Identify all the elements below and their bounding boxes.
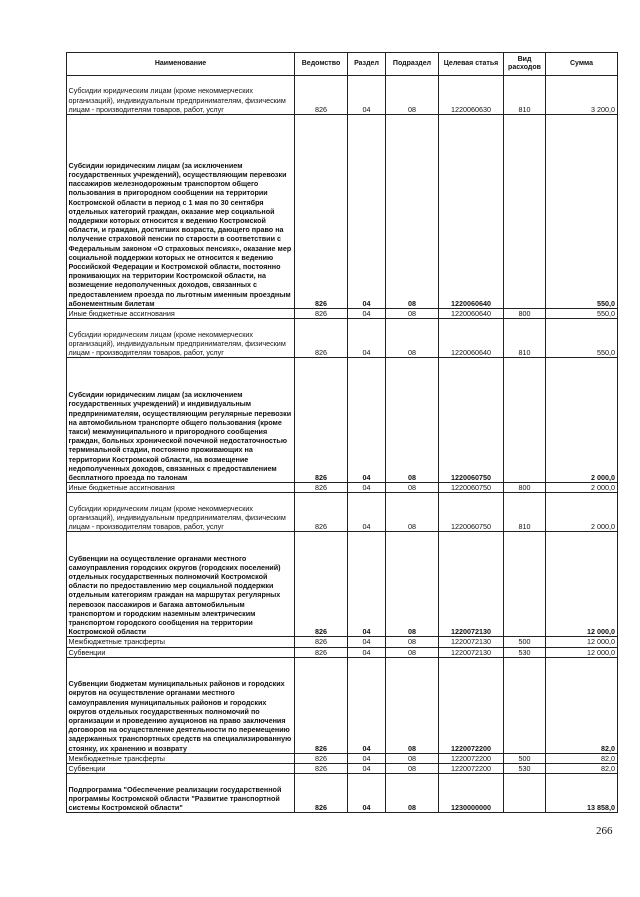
cell-statya: 1220072200 <box>439 657 504 753</box>
cell-razdel: 04 <box>348 532 386 637</box>
cell-statya: 1220072130 <box>439 647 504 657</box>
cell-podrazdel: 08 <box>386 115 439 309</box>
cell-vid <box>504 532 546 637</box>
cell-razdel: 04 <box>348 753 386 763</box>
header-vid: Вид расходов <box>504 53 546 76</box>
cell-razdel: 04 <box>348 483 386 493</box>
cell-vid <box>504 774 546 813</box>
cell-summa: 12 000,0 <box>546 647 618 657</box>
header-name: Наименование <box>67 53 295 76</box>
cell-statya: 1220072200 <box>439 753 504 763</box>
cell-vid: 810 <box>504 319 546 358</box>
cell-name: Субвенции <box>67 764 295 774</box>
cell-razdel: 04 <box>348 76 386 115</box>
budget-table <box>66 52 618 813</box>
cell-podrazdel: 08 <box>386 637 439 647</box>
cell-name: Субсидии юридическим лицам (кроме некоммерческих организаций), индивидуальным предпринимателям, физическим лицам - производителям товаров, работ, услуг <box>67 493 295 532</box>
table-row <box>67 532 618 637</box>
cell-summa: 550,0 <box>546 319 618 358</box>
cell-summa: 2 000,0 <box>546 358 618 483</box>
header-podrazdel: Подраздел <box>386 53 439 76</box>
cell-name: Субсидии юридическим лицам (за исключением государственных учреждений), осуществляющим перевозки пассажиров железнодорожным транспортом общего пользования в пригородном сообщении на территории Костромской области в период с 1 мая по 30 сентября отдельных категорий граждан, оказание мер социальной поддержки которых относится к ведению Костромской области, и граждан, достигших возраста, дающего право на получение страховой пенсии по старости в соответствии с Федеральным законом «О страховых пенсиях», оказание мер социальной поддержки которых не относится к ведению Российской Федерации и Костромской области, постоянно проживающих на территории Костромской области, на возмещение недополученных доходов, связанных с предоставлением проезда по льготным именным проездным абонементным билетам <box>67 115 295 309</box>
table-row <box>67 753 618 763</box>
table-row <box>67 637 618 647</box>
cell-statya: 1230000000 <box>439 774 504 813</box>
cell-name: Субсидии юридическим лицам (кроме некоммерческих организаций), индивидуальным предпринимателям, физическим лицам - производителям товаров, работ, услуг <box>67 319 295 358</box>
cell-podrazdel: 08 <box>386 309 439 319</box>
cell-name: Межбюджетные трансферты <box>67 637 295 647</box>
cell-statya: 1220060640 <box>439 309 504 319</box>
table-row <box>67 319 618 358</box>
table-row <box>67 76 618 115</box>
cell-vid: 810 <box>504 76 546 115</box>
header-summa: Сумма <box>546 53 618 76</box>
cell-name: Субвенции бюджетам муниципальных районов и городских округов на осуществление органами местного самоуправления муниципальных районов и городских округов отдельных государственных полномочий по организации и проведению аукционов на право заключения договоров на осуществление деятельности по перемещению задержанных транспортных средств на специализированную стоянку, их хранению и возврату <box>67 657 295 753</box>
cell-summa: 13 858,0 <box>546 774 618 813</box>
cell-name: Субсидии юридическим лицам (кроме некоммерческих организаций), индивидуальным предпринимателям, физическим лицам - производителям товаров, работ, услуг <box>67 76 295 115</box>
table-row <box>67 647 618 657</box>
cell-statya: 1220060640 <box>439 115 504 309</box>
cell-summa: 550,0 <box>546 309 618 319</box>
cell-podrazdel: 08 <box>386 657 439 753</box>
cell-vedomstvo: 826 <box>295 774 348 813</box>
table-row <box>67 115 618 309</box>
cell-summa: 12 000,0 <box>546 532 618 637</box>
cell-summa: 12 000,0 <box>546 637 618 647</box>
cell-name: Иные бюджетные ассигнования <box>67 483 295 493</box>
table-header <box>67 53 618 76</box>
cell-vid <box>504 115 546 309</box>
cell-razdel: 04 <box>348 309 386 319</box>
cell-name: Подпрограмма "Обеспечение реализации государственной программы Костромской области "Развитие транспортной системы Костромской области" <box>67 774 295 813</box>
cell-statya: 1220060750 <box>439 493 504 532</box>
cell-summa: 2 000,0 <box>546 483 618 493</box>
cell-vedomstvo: 826 <box>295 319 348 358</box>
cell-vid: 800 <box>504 309 546 319</box>
cell-razdel: 04 <box>348 637 386 647</box>
cell-razdel: 04 <box>348 774 386 813</box>
cell-statya: 1220072130 <box>439 637 504 647</box>
cell-razdel: 04 <box>348 358 386 483</box>
cell-statya: 1220072200 <box>439 764 504 774</box>
cell-razdel: 04 <box>348 657 386 753</box>
cell-summa: 82,0 <box>546 753 618 763</box>
cell-vid: 500 <box>504 637 546 647</box>
table-row <box>67 764 618 774</box>
header-vedomstvo: Ведомство <box>295 53 348 76</box>
cell-podrazdel: 08 <box>386 358 439 483</box>
cell-summa: 550,0 <box>546 115 618 309</box>
cell-vid: 500 <box>504 753 546 763</box>
header-row <box>67 53 618 76</box>
cell-statya: 1220060750 <box>439 483 504 493</box>
cell-vid: 530 <box>504 764 546 774</box>
cell-summa: 82,0 <box>546 764 618 774</box>
cell-statya: 1220060750 <box>439 358 504 483</box>
cell-statya: 1220060640 <box>439 319 504 358</box>
cell-vedomstvo: 826 <box>295 753 348 763</box>
cell-podrazdel: 08 <box>386 647 439 657</box>
cell-name: Субсидии юридическим лицам (за исключением государственных учреждений) и индивидуальным предпринимателям, осуществляющим регулярные перевозки на автомобильном транспорте общего пользования (кроме такси) межмуниципального и пригородного сообщения граждан, больных хронической почечной недостаточностью терминальной стадии, постоянно проживающих на территории Костромской области, на возмещение недополученных доходов, связанных с предоставлением бесплатного проезда по талонам <box>67 358 295 483</box>
cell-podrazdel: 08 <box>386 76 439 115</box>
cell-vedomstvo: 826 <box>295 647 348 657</box>
table-row <box>67 309 618 319</box>
cell-razdel: 04 <box>348 319 386 358</box>
cell-summa: 82,0 <box>546 657 618 753</box>
cell-vid: 810 <box>504 493 546 532</box>
cell-razdel: 04 <box>348 764 386 774</box>
cell-razdel: 04 <box>348 647 386 657</box>
cell-podrazdel: 08 <box>386 532 439 637</box>
cell-vid <box>504 358 546 483</box>
cell-statya: 1220060630 <box>439 76 504 115</box>
cell-summa: 2 000,0 <box>546 493 618 532</box>
header-statya: Целевая статья <box>439 53 504 76</box>
page-number: 266 <box>596 825 613 837</box>
table-row <box>67 657 618 753</box>
cell-podrazdel: 08 <box>386 774 439 813</box>
table-row <box>67 483 618 493</box>
cell-summa: 3 200,0 <box>546 76 618 115</box>
cell-razdel: 04 <box>348 115 386 309</box>
cell-vedomstvo: 826 <box>295 309 348 319</box>
cell-vid: 530 <box>504 647 546 657</box>
table-body <box>67 76 618 813</box>
cell-vedomstvo: 826 <box>295 483 348 493</box>
cell-vid <box>504 657 546 753</box>
cell-name: Межбюджетные трансферты <box>67 753 295 763</box>
cell-razdel: 04 <box>348 493 386 532</box>
cell-podrazdel: 08 <box>386 753 439 763</box>
cell-podrazdel: 08 <box>386 764 439 774</box>
cell-vedomstvo: 826 <box>295 76 348 115</box>
cell-name: Иные бюджетные ассигнования <box>67 309 295 319</box>
cell-vedomstvo: 826 <box>295 358 348 483</box>
cell-vedomstvo: 826 <box>295 657 348 753</box>
cell-podrazdel: 08 <box>386 483 439 493</box>
cell-vedomstvo: 826 <box>295 637 348 647</box>
cell-statya: 1220072130 <box>439 532 504 637</box>
cell-vedomstvo: 826 <box>295 764 348 774</box>
table-row <box>67 774 618 813</box>
table-row <box>67 493 618 532</box>
cell-vid: 800 <box>504 483 546 493</box>
header-razdel: Раздел <box>348 53 386 76</box>
cell-podrazdel: 08 <box>386 493 439 532</box>
cell-vedomstvo: 826 <box>295 493 348 532</box>
cell-name: Субвенции на осуществление органами местного самоуправления городских округов (городских поселений) отдельных государственных полномочий Костромской области по предоставлению мер социальной поддержки отдельным категориям граждан на маршрутах регулярных перевозок пассажиров и багажа автомобильным транспортом и городским наземным электрическим транспортом городского сообщения на территории Костромской области <box>67 532 295 637</box>
cell-vedomstvo: 826 <box>295 532 348 637</box>
table-row <box>67 358 618 483</box>
cell-podrazdel: 08 <box>386 319 439 358</box>
cell-vedomstvo: 826 <box>295 115 348 309</box>
cell-name: Субвенции <box>67 647 295 657</box>
